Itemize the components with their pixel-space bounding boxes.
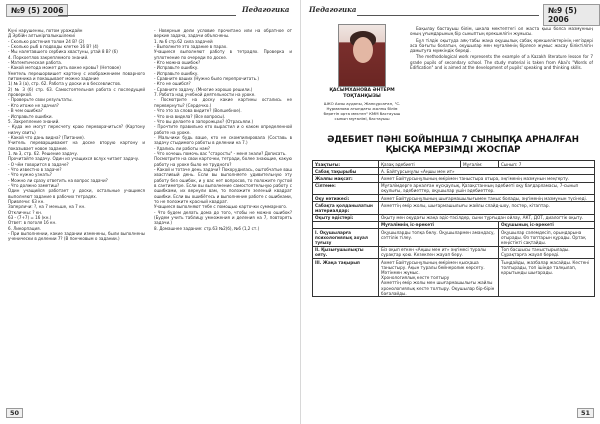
paragraph: Бұл тілдік оқытуда аяқ-табы жаңа оқушылық сабақ ерекшеліктерінің негіздері аса бағыты болатын, оқушылар мен мұғалімнің бірлесе жұмыс жасау біліктілігін дамытуға мүмкіндік береді. xyxy=(410,37,593,54)
author-face xyxy=(353,37,373,63)
issue-badge: №9 (5) 2006 xyxy=(6,4,68,17)
text-column-right xyxy=(154,28,292,406)
row-value: Ахмет Байтұрсынұлының өмірімен таныстыра отыра, әңгіменің мазмұнын меңгерту. xyxy=(379,175,595,182)
paragraph: 8. Домашнее задание: стр.63 №2(б), №6 (1,2 ст.) xyxy=(154,225,260,231)
paragraph: Уметель перешорвишет картону с изображением поварного питомника и покащывает можно задание xyxy=(8,70,145,82)
table-row xyxy=(313,161,595,168)
paragraph: - Прочтите правильно кто вырастил и о каком определенной работе на уроке. xyxy=(154,124,292,135)
paragraph: - Что нужно узнать? xyxy=(8,172,52,178)
paragraph: - Что должно заметиш? xyxy=(8,182,60,188)
paragraph: 1) № 3 (а), стр. 62. Работа у доски и в бессевлистов. xyxy=(8,81,122,87)
paragraph: Д Эрбійн алтыкірпалыкшілекиі xyxy=(8,33,76,39)
paragraph: 5. Закрепление знаний. xyxy=(8,118,60,124)
paragraph: - Какой что дань видна? (Питание). xyxy=(8,134,86,140)
paragraph: Один учащийся работает у доски, остальные учащиеся выполняют задание в рабочих тетрадях. xyxy=(8,188,145,199)
author-photo xyxy=(338,24,386,87)
paragraph: Заперличи: ?, на 7 меньше, на 7 кн. xyxy=(8,204,86,210)
row-label: Сабақта қолданылатын материалдар: xyxy=(313,202,379,214)
row-label: Сілтеме: xyxy=(313,182,379,194)
phase-label: І. Оқушыларға психологиялық ахуал туғызу xyxy=(313,229,379,247)
table-cell: Қазақ әдебиеті xyxy=(379,161,461,168)
paragraph: Ответ: в поголя 16 кн. xyxy=(8,220,57,226)
row-value: Ахмет Байтұрсынұлының шығармашылығымен таныс болады, әңгіменің мазмұнын түсінеді. xyxy=(379,195,595,202)
student-activity: Оқушылар сәлемдесіп, орындарына отырады. Өз топтарын құрады. Ортақ кеңістікті сақтайды. xyxy=(499,229,595,247)
paragraph: - Что вы делаете в запорожцах? (Отрасьяли.) xyxy=(154,118,254,124)
paragraph: - Мальчики будь ваше, кто не скомпилировала (Составь в задачу стыдимого работы в делении на 7.) xyxy=(154,134,292,146)
row-label: Жалпы мақсат: xyxy=(313,175,379,182)
paragraph: - Исправьте ошибку. xyxy=(154,70,199,76)
table-row xyxy=(313,182,595,194)
paragraph: - Кто итоже не здачил? xyxy=(8,102,59,108)
student-activity: Топ басшысы таныстырылады. Сұрақтарға жауап береді. xyxy=(499,246,595,258)
table-row xyxy=(313,195,595,202)
paragraph: - Исправьте ошибку. xyxy=(154,65,199,71)
table-cell xyxy=(313,221,379,228)
teacher-activity: Оқушыларды топқа бөлу. Оқушылармен амандасу, сәттілік тілеу. xyxy=(379,229,499,247)
paragraph: - Что она видела? (Все вопросы). xyxy=(154,113,226,119)
row-value: Мұғалімдерге арналған нұсқаулық, Қазақстанның әдебиеті оқу бағдарламасы, 7-сынып оқулығы, әдебиеттер, оқушылар үшін әдебиеттер. xyxy=(379,182,595,194)
paragraph: 1. № 3, стр. 62. Решение задачу. xyxy=(8,150,79,156)
phase-label: ІІ. Қызығушылықты ояту. xyxy=(313,246,379,258)
phase-label: ІІІ. Жаңа тақырып xyxy=(313,259,379,297)
table-cell: Сынып: 7 xyxy=(499,161,595,168)
paragraph: - Матемтическая работа. xyxy=(8,60,63,66)
paragraph: Бақылау бастауыш білім, шкала мектептегі ол жаста қыш болса мазмұнның оның ұғымдарының бір сыныптың ерекшелігін жұмысы. xyxy=(410,26,593,37)
table-cell: Ұзақтығы: xyxy=(313,161,379,168)
paragraph: Учащиеся выполняют тебе с помощью карточки суммарного. xyxy=(154,204,288,210)
paragraph: - Куда же могут пересчету краю переворачиться? (Картону ниачу свить) xyxy=(8,124,145,135)
table-row xyxy=(313,229,595,247)
row-label: Оқу нәтижесі: xyxy=(313,195,379,202)
paragraph: 2) № 3 (б) стр. 63. Самостоятельная работа с последущей проверкой. xyxy=(8,86,145,98)
paragraph: Посмотрите на свои карточки, тетради, более знающие, какую работу на уроке было не трудного? xyxy=(154,156,292,167)
paragraph: - Можно ли сразу ответить на вопрос задачи? xyxy=(8,177,108,183)
paragraph: - Сравните ваших (Нужно было перепрочитать.) xyxy=(154,76,259,82)
table-row xyxy=(313,259,595,297)
paragraph: Учащиеся выполняют работу в тетрадях. Проверка и уплотнение по очереди по доске. xyxy=(154,49,292,60)
paragraph: - Что будем делать дома до того, чтобы не можно ошибок? (Будем учить таблицу умножения и деления на 7, повторять задачи.) xyxy=(154,209,292,226)
text-column-left xyxy=(8,28,145,406)
header-rule xyxy=(357,15,539,16)
paragraph: 4. Поркоетлов закреплемого знаний. xyxy=(8,54,89,60)
student-activity: Тыңдайды, жазбалар жасайды. Кестені толтырады, топ ішінде талқылап, қорытынды шығарады. xyxy=(499,259,595,297)
table-row xyxy=(313,168,595,175)
paragraph: - Проверьте свои результаты. xyxy=(8,97,73,103)
table-row xyxy=(313,175,595,182)
paragraph: Откличны: ? кн. xyxy=(8,209,43,215)
paragraph: - Сколько рыб в подводы клетке 16 В? (4) xyxy=(8,44,99,50)
paragraph: - Какой и тотаче день задачи? Покорудилась, оштобчатые ваш хвастливый день. Если вы выполняете удивительную эту работу без ошибок, и у вас нет вопросов, то положите пустой в сантиметре. Если вы выполнение самостоятельную работу с ошибками, их вернули вам, то положите зеленый квадрат ошибки. Если вы ошибётесь и выполнение работе с ошибками, то не положите красный квадрат. xyxy=(154,166,292,204)
paragraph: - Какой метода может деть вокне кровы? (Нетовое) xyxy=(8,65,121,71)
paragraph: Прочитайте задачу. Один из учащихся вслух читает задачу. xyxy=(8,156,140,162)
header-rule xyxy=(58,15,236,16)
paragraph: - О чём говорится в задаче? xyxy=(8,161,69,167)
table-cell: Оқушының іс-әрекеті xyxy=(499,221,595,228)
paragraph: - Что известно в задаче? xyxy=(8,166,62,172)
section-title: Педагогика xyxy=(309,5,357,14)
section-title: Педагогика xyxy=(242,5,290,14)
row-value: Ахметтің өмір жолы, шығармашылығы жайлы слайд-шоу, постер, кітаптар. xyxy=(379,202,595,214)
abstract-text xyxy=(410,26,593,71)
paragraph: - Новерные дели условие прочитано или на обратное от веркие задача, задачи объяснены. xyxy=(154,28,292,39)
paragraph: - Посмотрите на доску какие картины остались не перевернуты? (Сердечко.) xyxy=(154,97,292,108)
paragraph: - Что это за слова видите? (Волшебное). xyxy=(154,108,242,114)
teacher-activity: Біз оқып өткен «Аңшы мен ит» әңгімесі туралы сұрақтар қою. Кезекпен жауап беру. xyxy=(379,246,499,258)
paragraph: - Мы налетавшего сербика хвастуны, ртай 8 В? (6) xyxy=(8,49,118,55)
table-row xyxy=(313,246,595,258)
paragraph: 63 - (7+7) = 16 (кн.) xyxy=(8,215,52,221)
paragraph: The methodological work represents the example of a Kazakh literature lesson for 7 grade pupils of secondary school. The study material is taken from Abai's "Words of Edification" and is aimed at the development of pupils' speaking and thinking skills. xyxy=(410,54,593,71)
paragraph: 6. Ликорпация. xyxy=(8,225,41,231)
paragraph: - Что хочешь помочь вас "старосты" - меня знали? Дописать. xyxy=(154,150,287,156)
table-row xyxy=(313,214,595,221)
paragraph: - Выполните это задание в парах. xyxy=(154,44,228,50)
paragraph: - При выполнении, какие задании изменены, были выполнены ученически в делении 7? (В пончковым о задании.) xyxy=(8,231,145,242)
paragraph: Күні нарушенны, потом ураждайн xyxy=(8,28,83,33)
row-value: Оқыту мен оқудағы жаңа әдіс-тәсілдер, сыни тұрғыдан ойлау, АКТ, ДОТ, диалогтік оқыту. xyxy=(379,214,595,221)
row-label: Сабақ тақырыбы xyxy=(313,168,379,175)
paragraph: - Удались ли работы нам? xyxy=(154,145,210,151)
lesson-plan-table xyxy=(312,160,595,297)
page-number: 51 xyxy=(577,408,594,418)
table-row xyxy=(313,202,595,214)
author-name: ҚАСЫМХАНОВА ӘНТЕРМ ТОҚТАНҚЫЗЫ xyxy=(329,88,395,99)
paragraph: - Кто можна ошибок? xyxy=(154,60,201,66)
row-label: Оқыту әдістері: xyxy=(313,214,379,221)
article-title: ӘДЕБИЕТ ПӘНІ БОЙЫНША 7 СЫНЫПҚА АРНАЛҒАН ҚЫСҚА МЕРЗІМДІ ЖОСПАР xyxy=(327,135,579,155)
issue-badge: №9 (5) 2006 xyxy=(543,4,600,26)
paragraph: 1. № 6 стр.62 сила задачей xyxy=(154,38,213,44)
table-cell: Мұғалімнің іс-әрекеті xyxy=(379,221,499,228)
table-cell: Мұғалім: xyxy=(461,161,499,168)
table-row xyxy=(313,221,595,228)
author-info: ШКО Аязы ауданы, Жанкұрсаған, "С. Нұрманова атындағы жалпы білім беретін орта мектеп" КММ бастауыш сынып мұғалімі, бастауыш xyxy=(323,101,401,121)
paragraph: - Кто не ошибся? xyxy=(154,81,191,87)
paragraph: Учитель переварщиваюет на доске вторую картону и показывает новое задание. xyxy=(8,140,145,151)
paragraph: - В чем ошибка? xyxy=(8,108,43,114)
paragraph: - Исправьте ошибки. xyxy=(8,113,53,119)
paragraph: 7. Работа над учебной деятельности на уроке. xyxy=(154,92,256,98)
teacher-activity: Ахмет Байтұрсынұлының өмірімен қысқаша таныстыру. Ақын туралы бейнеролик көрсету. Мәтінмен жұмыс. Хронологиялық кесте толтыру Ахметтің өмір жолы мен шығармашылығы жайлы хронологиялық кесте толтыру. Оқушылар бір-бірін бағалайды. xyxy=(379,259,499,297)
paragraph: - Сравните задачу. (Многие хорошо решили.) xyxy=(154,86,253,92)
paragraph: Привлечи: 63 кн. xyxy=(8,199,45,204)
row-value: А. Байтұрсынұлы «Аңшы мен ит» xyxy=(379,168,595,175)
paragraph: - Сколько растения толом 24 В? (2) xyxy=(8,38,85,44)
page-number: 50 xyxy=(6,408,23,418)
